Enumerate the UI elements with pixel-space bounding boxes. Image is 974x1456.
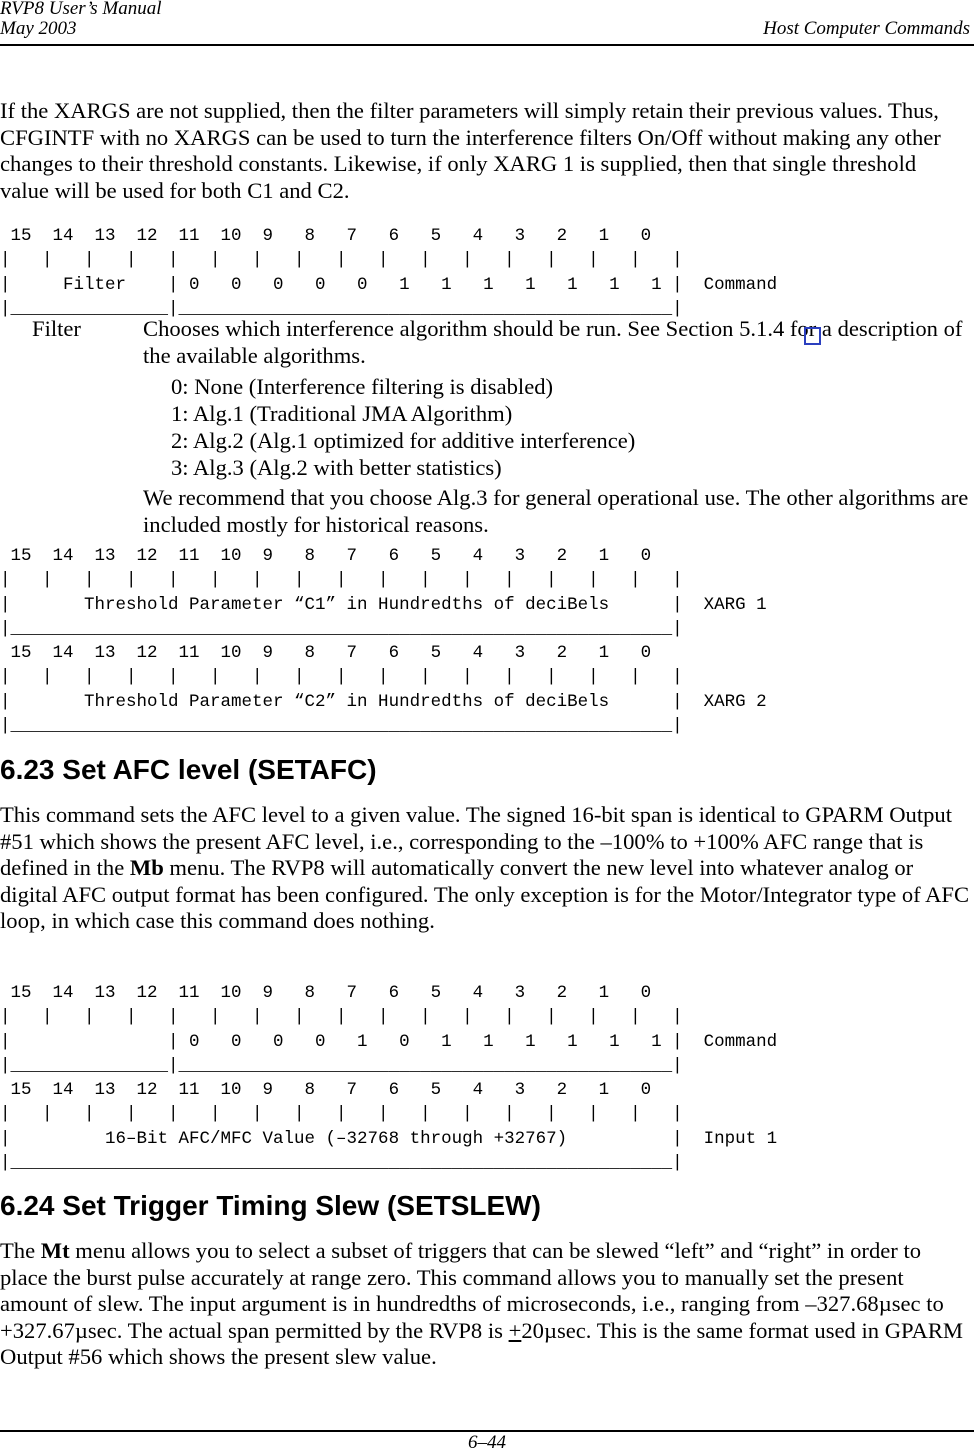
page-header — [0, 0, 974, 46]
cfgintf-command-diagram: 15 14 13 12 11 10 9 8 7 6 5 4 3 2 1 0 | | | | | | | | | | | | | | | | | | Filter | 0 0 0 0 0 1 1 1 1 1 1 1 | Command |_______________|_______________________________________________| — [0, 226, 778, 319]
xarg2-diagram: 15 14 13 12 11 10 9 8 7 6 5 4 3 2 1 0 | | | | | | | | | | | | | | | | | | Threshold Parameter “C2” in Hundredths of deciBels | XARG 2 |_______________________________________________________________| — [0, 643, 767, 736]
xarg1-diagram: 15 14 13 12 11 10 9 8 7 6 5 4 3 2 1 0 | | | | | | | | | | | | | | | | | | Threshold Parameter “C1” in Hundredths of deciBels | XARG 1 |_______________________________________________________________| — [0, 546, 767, 639]
filter-description-block — [143, 316, 973, 538]
page-footer — [0, 1430, 974, 1453]
algorithm-options — [171, 373, 973, 481]
page-number: 6–44 — [468, 1432, 506, 1453]
mt-menu-name: Mt — [40, 1238, 70, 1263]
recommendation-text: We recommend that you choose Alg.3 for general operational use. The other algorithms are included mostly for historical reasons. — [143, 485, 969, 537]
slew-text-part2: 20µsec. This is the same format used in GPARM Output #56 which shows the present slew value. — [0, 1317, 963, 1369]
afc-text-part1: This command sets the AFC level to a given value. The signed 16-bit span is identical to GPARM Output #51 which shows the present AFC level, i.e., corresponding to the –100% to +100% AFC range that is defined in the — [0, 802, 952, 880]
filter-description: Chooses which interference algorithm should be run. See Section 5.1.4 for a description of the available algorithms. — [143, 316, 963, 368]
intro-paragraph: If the XARGS are not supplied, then the filter parameters will simply retain their previous values. Thus, CFGINTF with no XARGS can be used to turn the interference filters On/Off without making any other changes to their threshold constants. Likewise, if only XARG 1 is supplied, then that single threshold value will be used for both C1 and C2. — [0, 98, 941, 203]
setafc-command-diagram: 15 14 13 12 11 10 9 8 7 6 5 4 3 2 1 0 | | | | | | | | | | | | | | | | | | | 0 0 0 0 1 0 1 1 1 1 1 1 | Command |_______________|_______________________________________________| — [0, 983, 778, 1076]
section-link-highlight[interactable] — [804, 327, 821, 345]
option-item: 0: None (Interference filtering is disabled) — [171, 374, 554, 399]
plus-minus-sign: + — [508, 1317, 522, 1343]
option-item: 2: Alg.2 (Alg.1 optimized for additive interference) — [171, 428, 636, 453]
section-title: Host Computer Commands — [763, 18, 970, 39]
section-624-paragraph — [0, 1238, 970, 1371]
slew-text-part1: menu allows you to select a subset of triggers that can be slewed “left” and “right” in order to place the burst pulse accurately at range zero. This command allows you to manually set the present amount of slew. The input argument is in hundredths of microseconds, i.e., ranging from –327.68µsec to +327.67µsec. The actual span permitted by the RVP8 is — [0, 1238, 944, 1343]
section-623-paragraph — [0, 802, 970, 935]
setafc-input-diagram: 15 14 13 12 11 10 9 8 7 6 5 4 3 2 1 0 | | | | | | | | | | | | | | | | | | 16–Bit AFC/MFC Value (–32768 through +32767) | Input 1 |_______________________________________________________________| — [0, 1080, 778, 1173]
afc-text-part2: menu. The RVP8 will automatically convert the new level into whatever analog or digital AFC output format has been configured. The only exception is for the Motor/Integrator type of AFC loop, in which case this command does nothing. — [0, 855, 970, 933]
mb-menu-name: Mb — [129, 855, 164, 880]
option-item: 1: Alg.1 (Traditional JMA Algorithm) — [171, 401, 513, 426]
slew-text-the: The — [0, 1238, 41, 1263]
manual-title: RVP8 User’s Manual — [0, 0, 162, 19]
section-623-heading: 6.23 Set AFC level (SETAFC) — [0, 754, 377, 785]
option-item: 3: Alg.3 (Alg.2 with better statistics) — [171, 455, 502, 480]
publication-date: May 2003 — [0, 18, 77, 39]
section-624-heading: 6.24 Set Trigger Timing Slew (SETSLEW) — [0, 1190, 541, 1221]
filter-term: Filter — [32, 316, 81, 341]
